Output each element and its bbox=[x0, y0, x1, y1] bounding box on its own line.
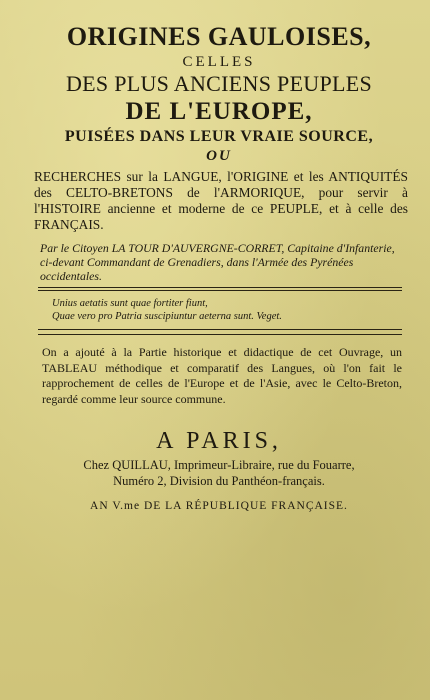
epigraph bbox=[52, 297, 388, 323]
imprint-printer-line-1: Chez QUILLAU, Imprimeur-Libraire, rue du Fouarre, bbox=[83, 458, 355, 472]
imprint-date: AN V.me DE LA RÉPUBLIQUE FRANÇAISE. bbox=[90, 500, 348, 512]
top-rule-thin bbox=[38, 290, 402, 291]
title-line-1: ORIGINES GAULOISES, bbox=[66, 22, 372, 51]
epigraph-line-1: Unius aetatis sunt quae fortiter fiunt, bbox=[52, 298, 208, 309]
note-paragraph: On a ajouté à la Partie historique et didactique de cet Ouvrage, un TABLEAU méthodique et comparatif des Langues, où l'on fait le rapprochement de celles de l'Europe et de l'Asie, avec le Celto-Breton, regardé comme leur source commune. bbox=[42, 345, 402, 406]
title-line-3: DES PLUS ANCIENS PEUPLES bbox=[65, 71, 373, 96]
title-line-4: DE L'EUROPE, bbox=[125, 98, 313, 125]
bottom-rule-thin bbox=[38, 329, 402, 330]
description-paragraph: RECHERCHES sur la LANGUE, l'ORIGINE et les ANTIQUITÉS des CELTO-BRETONS de l'ARMORIQUE, pour servir à l'HISTOIRE ancienne et moderne de ce PEUPLE, et à celle des FRANÇAIS. bbox=[34, 169, 408, 232]
title-line-5: PUISÉES DANS LEUR VRAIE SOURCE, bbox=[64, 128, 374, 145]
title-line-6: OU bbox=[206, 148, 232, 164]
top-rule-thick bbox=[38, 287, 402, 288]
imprint-place: A PARIS, bbox=[156, 428, 282, 454]
author-statement: Par le Citoyen LA TOUR D'AUVERGNE-CORRET, Capitaine d'Infanterie, ci-devant Commandant de Grenadiers, dans l'Armée des Pyrénées occidentales. bbox=[40, 241, 395, 283]
epigraph-line-2: Quae vero pro Patria suscipiuntur aeterna sunt. Veget. bbox=[52, 311, 282, 322]
bottom-rule-thick bbox=[38, 334, 402, 335]
title-line-2: CELLES bbox=[182, 54, 256, 70]
imprint-printer-line-2: Numéro 2, Division du Panthéon-français. bbox=[113, 474, 325, 488]
